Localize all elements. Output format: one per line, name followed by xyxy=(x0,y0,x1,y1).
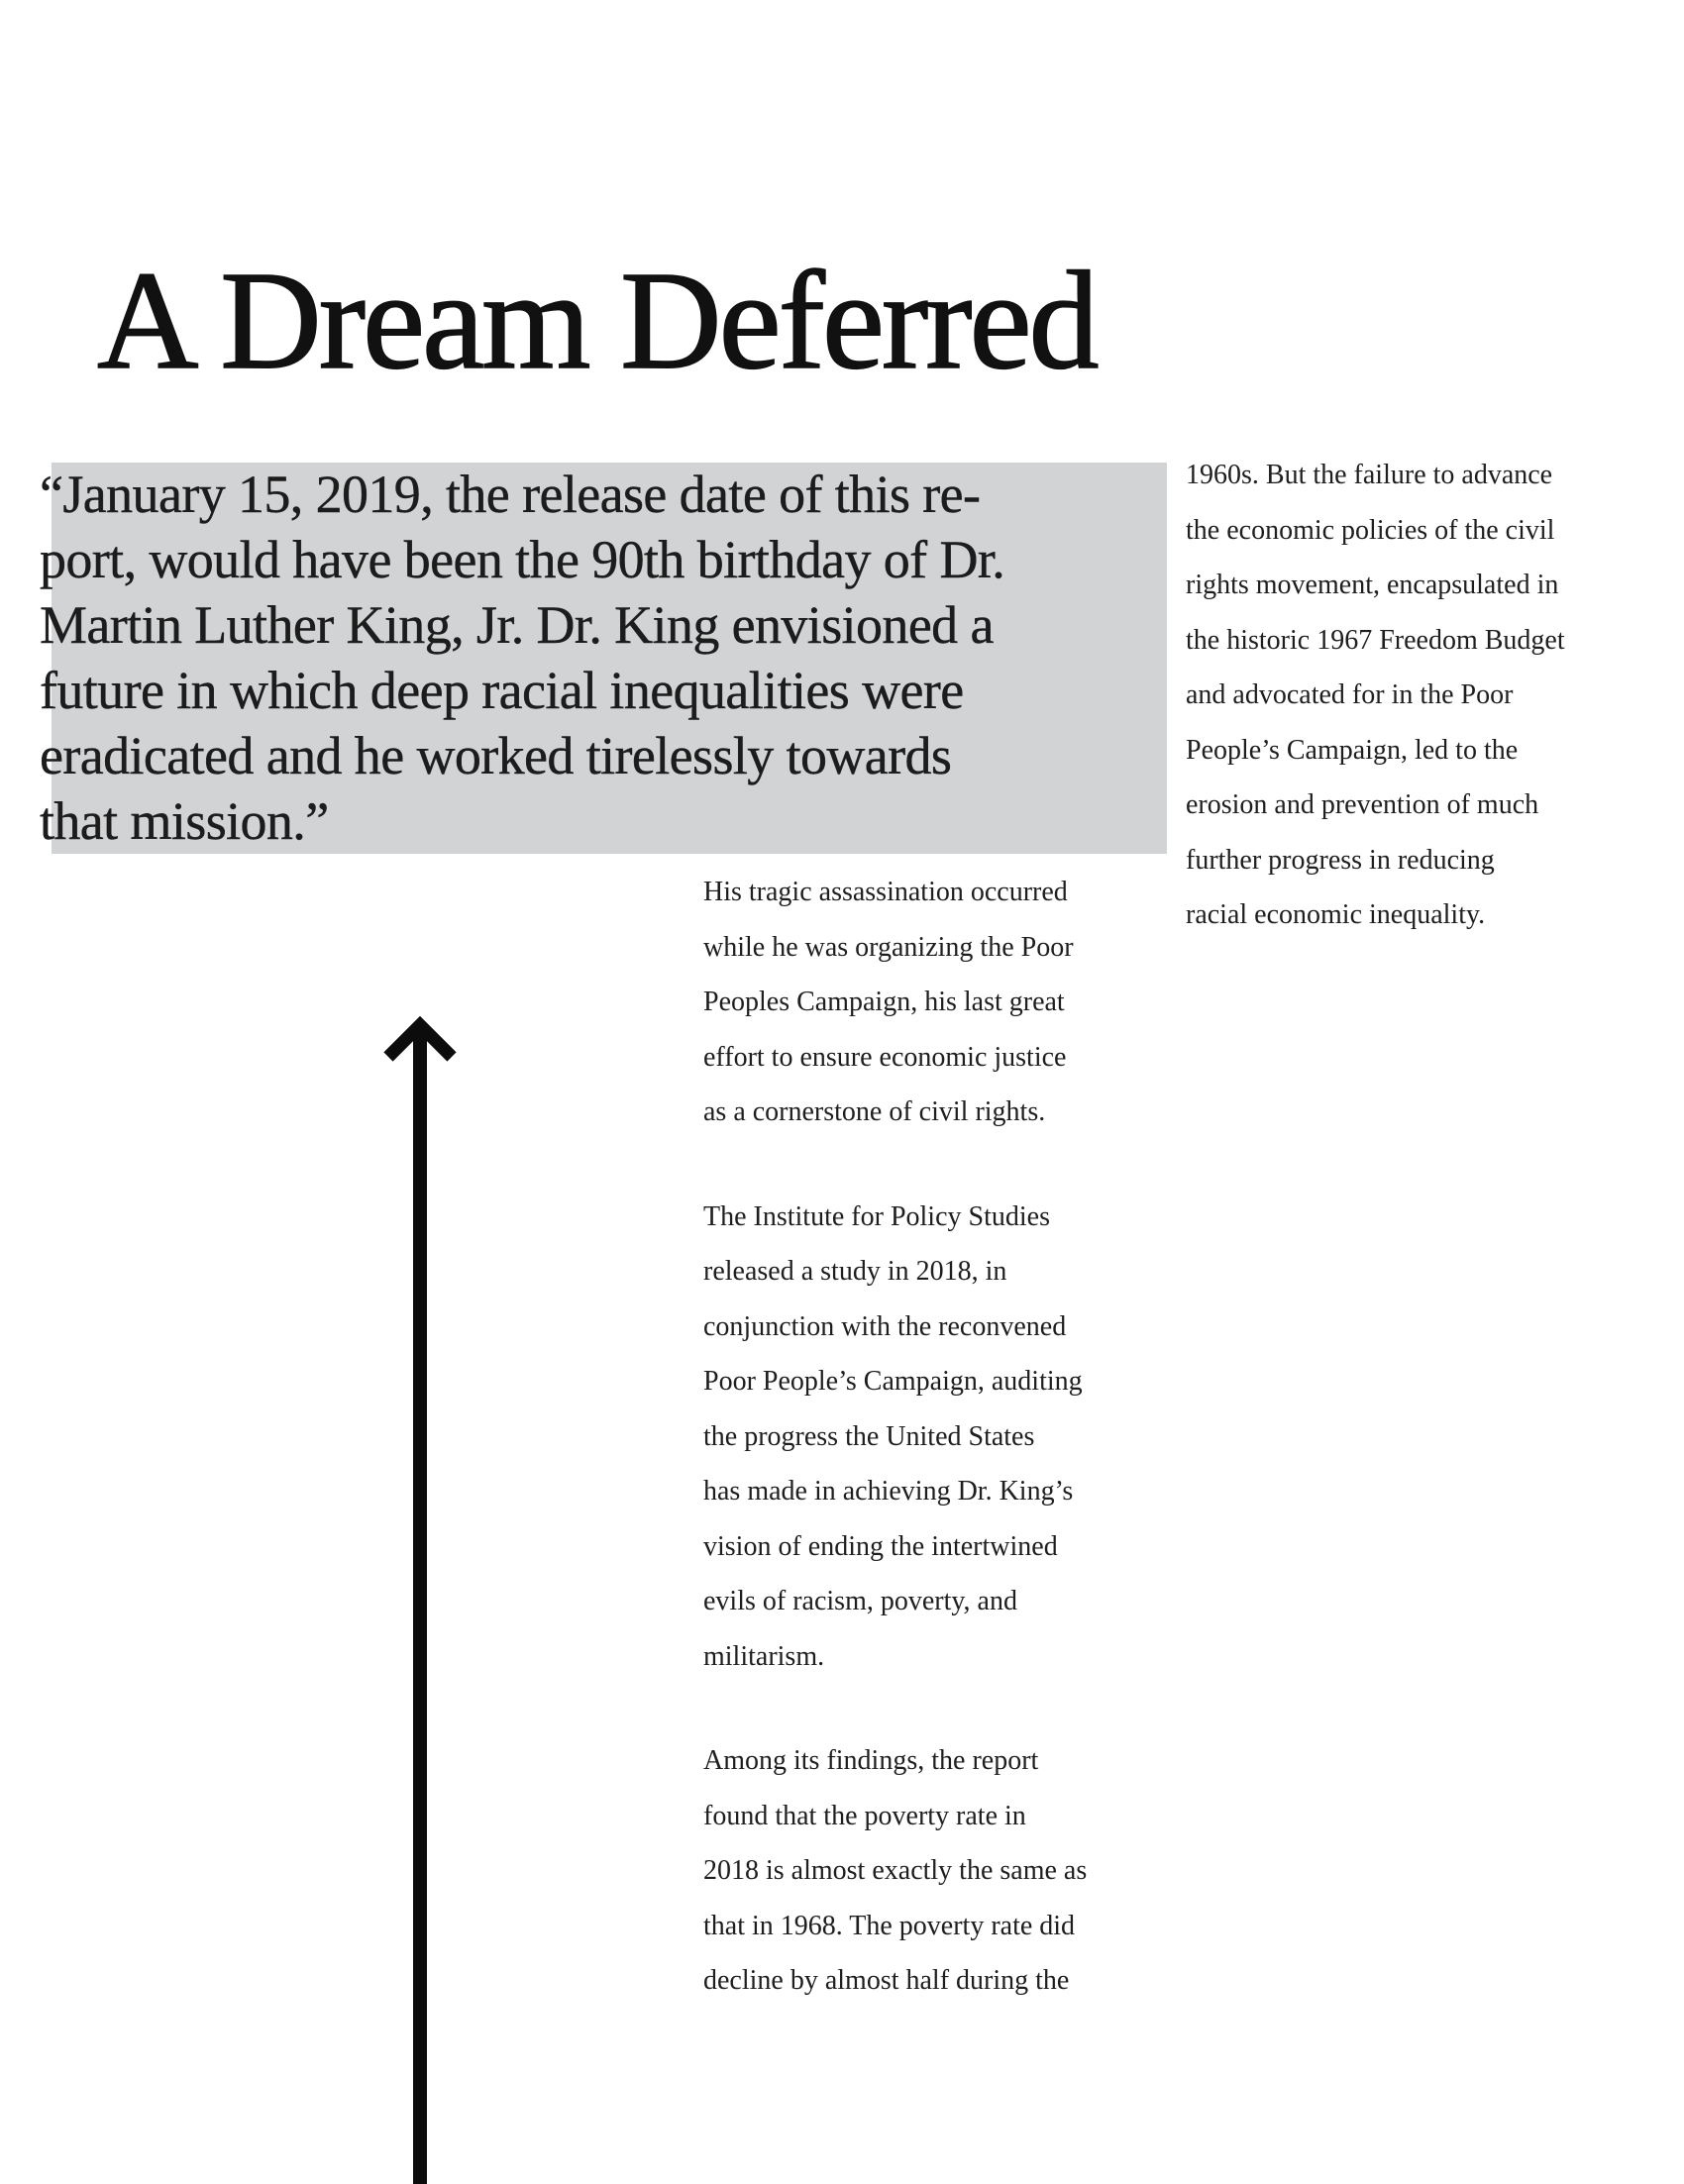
pull-quote xyxy=(40,462,1169,854)
text-line: decline by almost half during the xyxy=(703,1965,1070,1996)
paragraph-findings xyxy=(703,1733,1087,2009)
text-line: 1960s. But the failure to advance xyxy=(1186,460,1553,490)
text-line: the historic 1967 Freedom Budget xyxy=(1186,624,1565,656)
paragraph-ips-study xyxy=(703,1190,1087,1685)
text-line: 2018 is almost exactly the same as xyxy=(703,1855,1088,1886)
paragraph-spacer xyxy=(703,1140,1087,1190)
page-title: A Dream Deferred xyxy=(97,242,1097,398)
pull-quote-line: Martin Luther King, Jr. Dr. King envisioned a xyxy=(40,595,994,655)
text-line: rights movement, encapsulated in xyxy=(1186,570,1559,600)
text-line: People’s Campaign, led to the xyxy=(1186,734,1519,766)
text-line: and advocated for in the Poor xyxy=(1186,679,1514,710)
text-line: Peoples Campaign, his last great xyxy=(703,987,1065,1017)
text-line: effort to ensure economic justice xyxy=(703,1041,1067,1073)
pull-quote-line: eradicated and he worked tirelessly towards xyxy=(40,726,952,785)
up-arrow-icon xyxy=(380,1015,460,2184)
pull-quote-line: that mission.” xyxy=(40,791,329,851)
middle-column-text xyxy=(703,865,1087,2009)
pull-quote-line: “January 15, 2019, the release date of this re- xyxy=(40,465,981,524)
text-line: The Institute for Policy Studies xyxy=(703,1200,1050,1232)
pull-quote-line: future in which deep racial inequalities were xyxy=(40,661,964,720)
paragraph-spacer xyxy=(703,1684,1087,1733)
text-line: has made in achieving Dr. King’s xyxy=(703,1476,1074,1507)
text-line: Poor People’s Campaign, auditing xyxy=(703,1366,1083,1397)
text-line: His tragic assassination occurred xyxy=(703,877,1068,907)
text-line: racial economic inequality. xyxy=(1186,899,1486,930)
right-column-text xyxy=(1186,448,1565,943)
text-line: the economic policies of the civil xyxy=(1186,514,1555,546)
paragraph-assassination xyxy=(703,865,1087,1140)
text-line: evils of racism, poverty, and xyxy=(703,1586,1017,1616)
text-line: as a cornerstone of civil rights. xyxy=(703,1096,1046,1127)
pull-quote-line: port, would have been the 90th birthday of Dr. xyxy=(40,530,1005,589)
text-line: conjunction with the reconvened xyxy=(703,1310,1067,1342)
text-line: militarism. xyxy=(703,1640,825,1672)
text-line: released a study in 2018, in xyxy=(703,1256,1007,1287)
text-line: that in 1968. The poverty rate did xyxy=(703,1910,1076,1941)
text-line: found that the poverty rate in xyxy=(703,1800,1026,1831)
text-line: further progress in reducing xyxy=(1186,844,1495,876)
text-line: the progress the United States xyxy=(703,1420,1035,1452)
text-line: vision of ending the intertwined xyxy=(703,1530,1058,1562)
text-line: while he was organizing the Poor xyxy=(703,931,1074,963)
text-line: erosion and prevention of much xyxy=(1186,789,1539,820)
text-line: Among its findings, the report xyxy=(703,1745,1039,1776)
